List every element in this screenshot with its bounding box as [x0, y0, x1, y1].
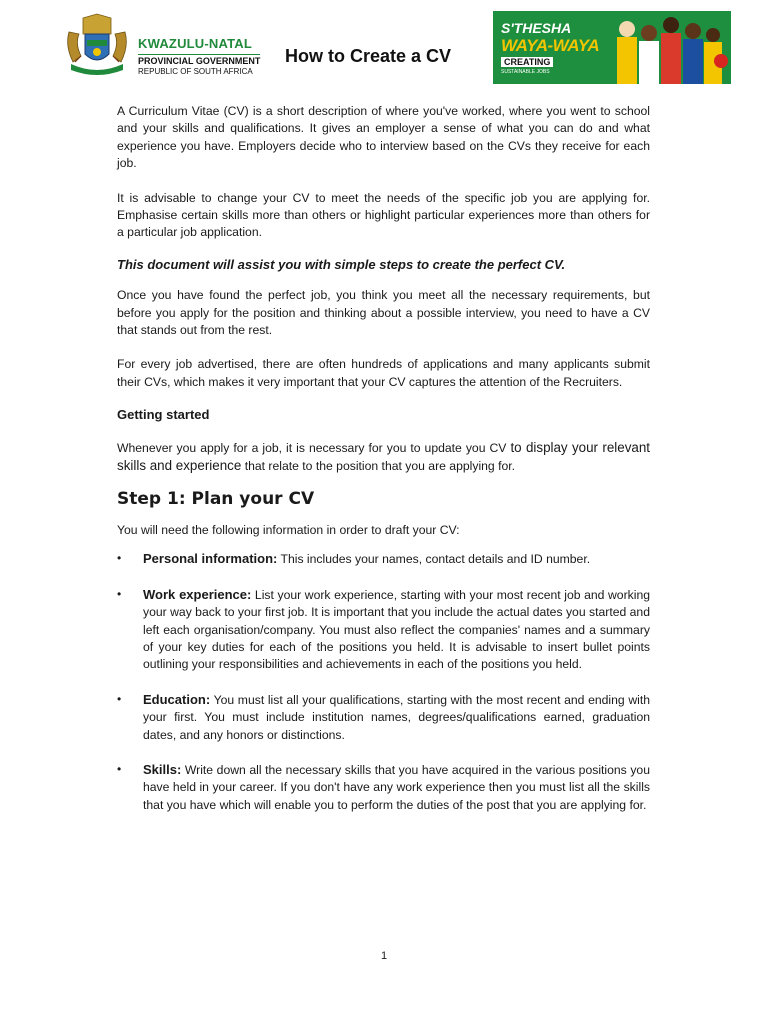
list-item-label: Skills:	[143, 761, 182, 777]
list-item	[117, 691, 650, 744]
paragraph-info-needed: You will need the following information in order to draft your CV:	[117, 522, 460, 537]
list-item	[117, 761, 650, 814]
bullet-marker: •	[117, 551, 122, 566]
page-header	[0, 0, 768, 95]
org-line-3: REPUBLIC OF SOUTH AFRICA	[138, 67, 253, 76]
update-cv-text-b: to display your relevant skills and experience	[117, 439, 651, 474]
list-item	[117, 550, 650, 568]
org-logo-text	[138, 36, 260, 76]
list-item	[117, 586, 650, 674]
document-title: How to Create a CV	[285, 46, 452, 66]
bullet-marker: •	[117, 691, 122, 706]
list-item-text: You must list all your qualifications, starting with the most recent and ending with your first. You must include institution names, degrees/qualifications earned, graduation dates, and any honors or distinctions.	[143, 692, 650, 742]
list-item-text: Write down all the necessary skills that you have acquired in the various positions you have held in your career. If you don't have any work experience then you must list all the skills that you have which will enable you to perform the duties of the post that you are applying for.	[143, 762, 650, 812]
paragraph-intro: A Curriculum Vitae (CV) is a short description of where you've worked, where you went to school and your skills and qualifications. It gives an employer a sense of what you can do and what experience you have. Employers decide who to interview based on the CVs they receive for each job.	[117, 104, 650, 171]
paragraph-update-cv	[117, 439, 650, 476]
list-item-label: Work experience:	[143, 586, 252, 602]
update-cv-text-c: that relate to the position that you are applying for.	[241, 459, 516, 474]
people-photo-icon	[613, 11, 731, 84]
banner-line-4: SUSTAINABLE JOBS	[501, 69, 550, 75]
page-number: 1	[380, 950, 388, 962]
bullet-marker: •	[117, 761, 122, 776]
heading-getting-started: Getting started	[117, 407, 210, 423]
banner-line-2: WAYA-WAYA	[501, 36, 600, 55]
update-cv-text-a: Whenever you apply for a job, it is necessary for you to update you CV	[117, 440, 511, 455]
banner-line-3: CREATING	[501, 57, 553, 67]
paragraph-applications: For every job advertised, there are often hundreds of applications and many applicants submit their CVs, which makes it very important that your CV captures the attention of the Recruiters.	[117, 357, 650, 389]
paragraph-advice: It is advisable to change your CV to meet the needs of the specific job you are applying for. Emphasise certain skills more than others or highlight particular experiences more than others for a particular job application.	[117, 190, 650, 240]
heading-step-1: Step 1: Plan your CV	[117, 488, 315, 509]
list-item-text: List your work experience, starting with your most recent job and working your way back to your first job. It is important that you include the actual dates you started and left each organisation/company. You must also reflect the companies' names and a summary of your key duties for each of the positions you held. It is advisable to insert bullet points outlining your responsibilities and achievements in each of the positions you held.	[143, 587, 650, 672]
emphasis-line: This document will assist you with simple steps to create the perfect CV.	[117, 256, 566, 272]
document-body	[117, 103, 650, 814]
list-item-label: Personal information:	[143, 551, 278, 567]
list-item-label: Education:	[143, 691, 211, 707]
banner-line-1: S'THESHA	[501, 20, 572, 36]
org-line-2: PROVINCIAL GOVERNMENT	[138, 56, 261, 66]
coat-of-arms-icon	[61, 12, 133, 78]
list-item-text: This includes your names, contact details and ID number.	[277, 552, 591, 567]
paragraph-perfect-job: Once you have found the perfect job, you think you meet all the necessary requirements, but before you apply for the position and thinking about a possible interview, you need to have a CV that stands out from the rest.	[117, 288, 650, 338]
bullet-marker: •	[117, 586, 122, 601]
org-name: KWAZULU-NATAL	[138, 36, 253, 51]
campaign-banner	[493, 11, 731, 84]
